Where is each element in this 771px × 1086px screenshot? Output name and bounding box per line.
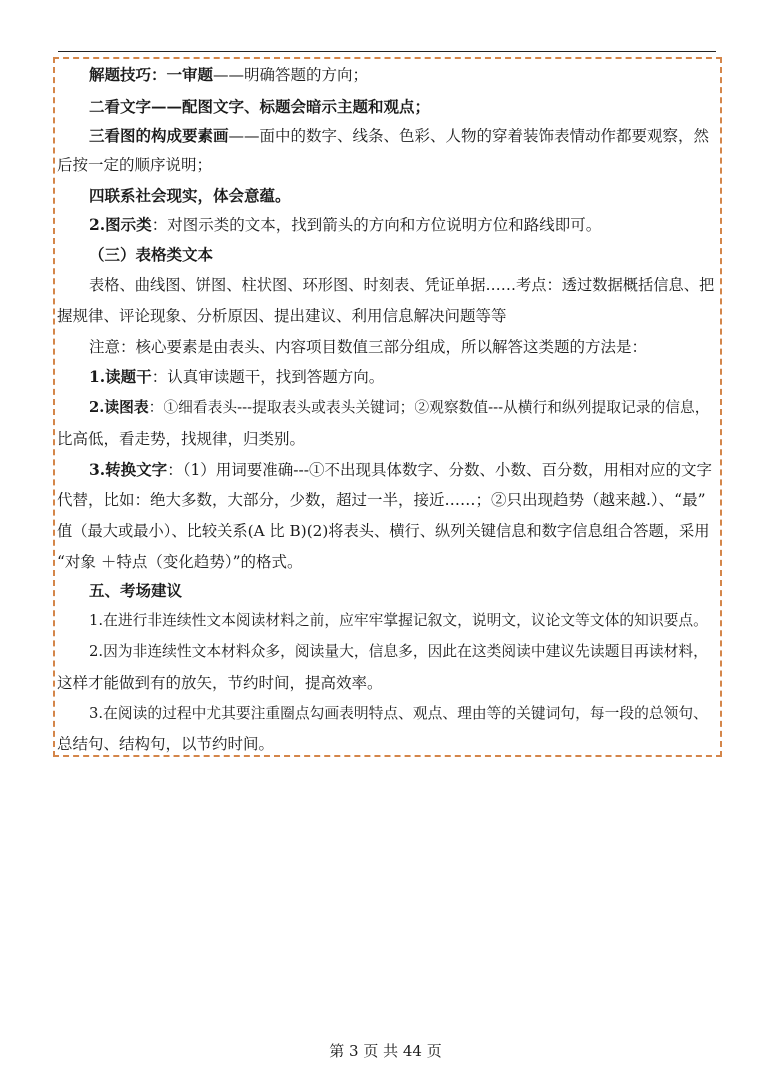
tip-heading-3: 三看图的构成要素画: [89, 126, 229, 145]
step-3-text: ：（1）用词要准确---①不出现具体数字、分数、小数、百分数，用相对应的文字: [167, 461, 713, 479]
step-1-heading: 1.读题干: [89, 367, 152, 386]
step-3-line-4: “对象 ＋特点（变化趋势）”的格式。: [57, 553, 303, 571]
advice-3-line-2: 总结句、结构句，以节约时间。: [57, 735, 275, 753]
tip-line-1: [89, 65, 368, 85]
step-2-text: ：①细看表头---提取表头或表头关键词；②观察数值---从横行和纵列提取记录的信息，: [148, 399, 710, 416]
step-1-text: ：认真审读题干，找到答题方向。: [151, 368, 385, 386]
step-2-heading: 2.读图表: [89, 399, 149, 416]
section-heading-exam-advice: 五、考场建议: [89, 581, 183, 600]
tip-text: ——明确答题的方向；: [213, 66, 369, 84]
note-line: 注意：核心要素是由表头、内容项目数值三部分组成，所以解答这类题的方法是：: [89, 338, 648, 356]
diagram-type-heading: 2.图示类: [89, 215, 152, 234]
advice-3-line: 3.在阅读的过程中尤其要注重圈点勾画表明特点、观点、理由等的关键词句，每一段的总领句、: [89, 705, 708, 722]
advice-1-line: 1.在进行非连续性文本阅读材料之前，应牢牢掌握记叙文，说明文，议论文等文体的知识要点。: [89, 612, 708, 629]
section-heading-table-text: （三）表格类文本: [89, 245, 214, 264]
tip-line-4: 后按一定的顺序说明；: [57, 156, 213, 174]
tip-line-3: [89, 126, 709, 146]
header-rule: [58, 51, 716, 52]
page-number: 第 3 页 共 44 页: [329, 1042, 442, 1060]
advice-2-line-2: 这样才能做到有的放矢，节约时间，提高效率。: [57, 674, 383, 692]
step-2-line: [89, 398, 710, 418]
tip-line-2: 二看文字——配图文字、标题会暗示主题和观点；: [89, 97, 431, 116]
diagram-type-text: ：对图示类的文本，找到箭头的方向和方位说明方位和路线即可。: [151, 216, 602, 234]
tip-line-5: 四联系社会现实，体会意蕴。: [89, 186, 291, 205]
tip-heading: 解题技巧：一审题: [89, 65, 214, 84]
advice-2-line: 2.因为非连续性文本材料众多，阅读量大，信息多，因此在这类阅读中建议先读题目再读材料，: [89, 643, 708, 660]
tip-text-3: ——面中的数字、线条、色彩、人物的穿着装饰表情动作都要观察，然: [228, 127, 710, 145]
step-3-line: [89, 460, 712, 480]
table-text-line-2: 握规律、评论现象、分析原因、提出建议、利用信息解决问题等等: [57, 307, 507, 325]
step-3-heading: 3.转换文字: [89, 460, 168, 479]
step-1-line: [89, 367, 384, 387]
step-3-line-3: 值（最大或最小）、比较关系(A 比 B)(2)将表头、横行、纵列关键信息和数字信息组合答题，采用: [57, 522, 710, 540]
diagram-type-line: [89, 215, 601, 235]
table-text-line-1: 表格、曲线图、饼图、柱状图、环形图、时刻表、凭证单据……考点：透过数据概括信息、把: [89, 276, 715, 294]
step-2-line-2: 比高低，看走势，找规律，归类别。: [57, 430, 306, 448]
step-3-line-2: 代替，比如：绝大多数，大部分，少数，超过一半，接近……；②只出现趋势（越来越.）、“最”: [57, 491, 706, 509]
